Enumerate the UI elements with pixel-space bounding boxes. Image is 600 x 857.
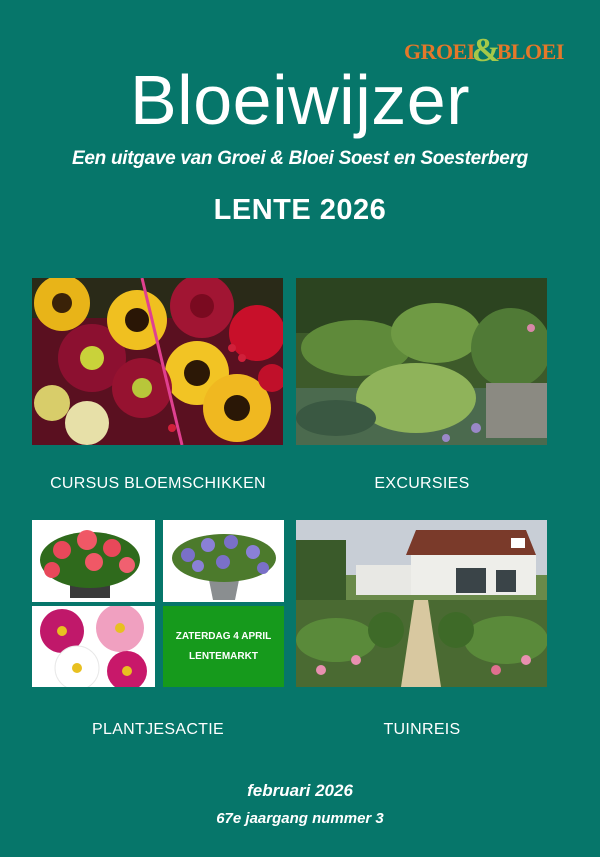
caption-plantjesactie: PLANTJESACTIE	[92, 721, 224, 738]
house-garden-photo	[296, 520, 547, 687]
logo-text-right: BLOEI	[496, 39, 564, 64]
markt-date: ZATERDAG 4 APRIL	[175, 630, 272, 642]
blue-fan-flower-photo	[163, 520, 284, 602]
flower-arrangement-photo	[32, 278, 283, 445]
cosmos-flowers-photo	[32, 606, 155, 687]
magazine-subtitle: Een uitgave van Groei & Bloei Soest en Soesterberg	[72, 148, 528, 169]
logo-ampersand: &	[471, 32, 500, 69]
caption-cursus-bloemschikken: CURSUS BLOEMSCHIKKEN	[50, 475, 266, 492]
magazine-title: Bloeiwijzer	[129, 61, 471, 139]
markt-label: LENTEMARKT	[189, 650, 258, 662]
logo-text-left: GROEI	[404, 39, 475, 64]
issue-edition: 67e jaargang nummer 3	[216, 810, 384, 827]
garden-pond-photo	[296, 278, 547, 445]
caption-tuinreis: TUINREIS	[383, 721, 461, 738]
issue-date: februari 2026	[247, 781, 353, 800]
begonia-photo	[32, 520, 155, 602]
season-heading: LENTE 2026	[213, 194, 387, 226]
caption-excursies: EXCURSIES	[374, 475, 470, 492]
lentemarkt-banner	[163, 606, 284, 687]
